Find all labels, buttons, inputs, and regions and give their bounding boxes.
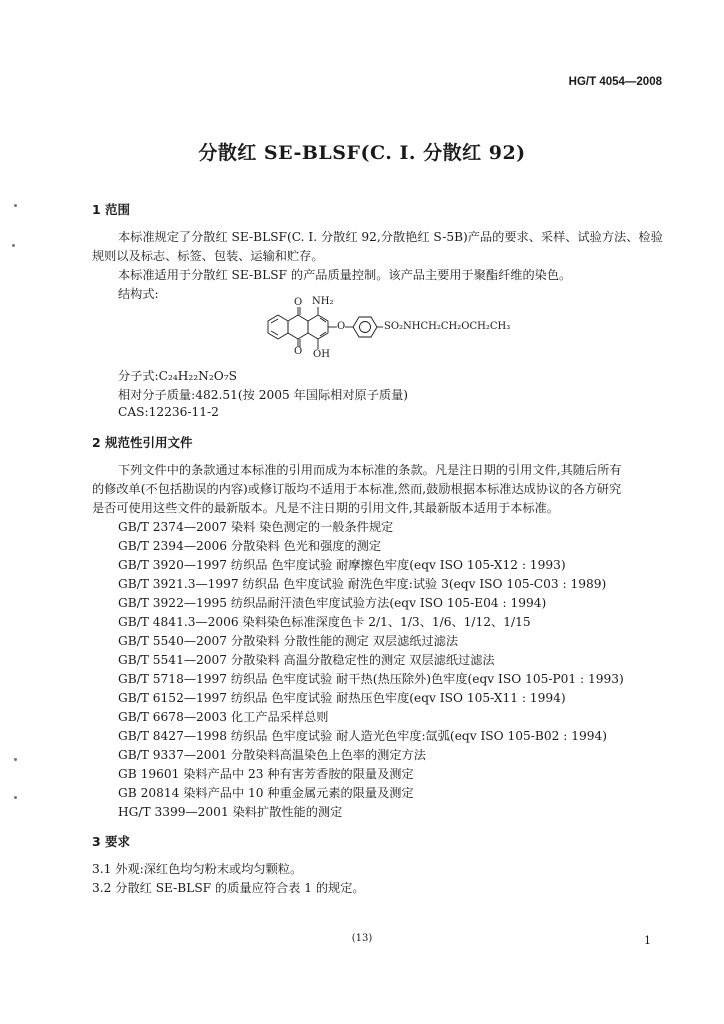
references-intro-line2: 的修改单(不包括勘误的内容)或修订版均不适用于本标准,然而,鼓励根据本标准达成协议的各方研究 [92,482,622,496]
cas-number: CAS:12236-11-2 [118,405,219,419]
scan-speck [12,244,15,247]
reference-item: GB/T 3921.3—1997 纺织品 色牢度试验 耐洗色牢度:试验 3(eqv ISO 105-C03 : 1989) [118,577,607,591]
reference-item: GB/T 8427—1998 纺织品 色牢度试验 耐人造光色牢度:氙弧(eqv ISO 105-B02 : 1994) [118,729,607,743]
reference-item: GB/T 3922—1995 纺织品耐汗渍色牢度试验方法(eqv ISO 105-E04 : 1994) [118,596,547,610]
reference-item: GB/T 5541—2007 分散染料 高温分散稳定性的测定 双层滤纸过滤法 [118,653,495,667]
reference-item: GB/T 4841.3—2006 染料染色标准深度色卡 2/1、1/3、1/6、1/12、1/15 [118,615,531,629]
reference-item: GB/T 2374—2007 染料 染色测定的一般条件规定 [118,520,394,534]
standard-code: HG/T 4054—2008 [568,76,662,88]
amino-group: NH₂ [312,296,334,307]
reference-item: GB/T 5718—1997 纺织品 色牢度试验 耐干热(热压除外)色牢度(eqv ISO 105-P01 : 1993) [118,672,624,686]
section-heading-scope: 1 范围 [92,202,131,217]
scan-speck [14,758,17,761]
page-title: 分散红 SE-BLSF(C. I. 分散红 92) [198,142,526,164]
scope-paragraph-line2: 规则以及标志、标签、包装、运输和贮存。 [92,249,324,263]
molecular-mass: 相对分子质量:482.51(按 2005 年国际相对原子质量) [118,388,409,402]
reference-item: GB/T 3920—1997 纺织品 色牢度试验 耐摩擦色牢度(eqv ISO 105-X12 : 1993) [118,558,566,572]
references-intro-line3: 是否可使用这些文件的最新版本。凡是不注日期的引用文件,其最新版本适用于本标准。 [92,501,559,515]
reference-item: GB 19601 染料产品中 23 种有害芳香胺的限量及测定 [118,767,414,781]
reference-item: HG/T 3399—2001 染料扩散性能的测定 [118,805,343,819]
scan-speck [14,796,17,799]
references-intro-line1: 下列文件中的条款通过本标准的引用而成为本标准的条款。凡是注日期的引用文件,其随后所有 [118,463,622,477]
requirement-appearance: 3.1 外观:深红色均匀粉末或均匀颗粒。 [92,862,303,876]
carbonyl-oxygen-bottom: O [294,346,303,357]
scope-paragraph-line1: 本标准规定了分散红 SE-BLSF(C. I. 分散红 92,分散艳红 S-5B)产品的要求、采样、试验方法、检验 [118,230,663,244]
page-number: 1 [644,934,651,947]
reference-item: GB 20814 染料产品中 10 种重金属元素的限量及测定 [118,786,414,800]
reference-item: GB/T 2394—2006 分散染料 色光和强度的测定 [118,539,382,553]
sulfonamide-substituent: SO₂NHCH₂CH₂OCH₂CH₃ [384,321,511,332]
molecular-formula: 分子式:C₂₄H₂₂N₂O₇S [118,369,237,383]
structure-label: 结构式: [118,287,159,301]
scan-speck [14,204,17,207]
ether-oxygen: O [337,321,346,332]
carbonyl-oxygen-top: O [294,297,303,308]
reference-item: GB/T 6152—1997 纺织品 色牢度试验 耐热压色牢度(eqv ISO 105-X11 : 1994) [118,691,566,705]
reference-item: GB/T 9337—2001 分散染料高温染色上色率的测定方法 [118,748,426,762]
hydroxy-group: OH [313,349,330,360]
scope-paragraph-application: 本标准适用于分散红 SE-BLSF 的产品质量控制。该产品主要用于聚酯纤维的染色。 [118,268,572,282]
footer-page-code: (13) [351,933,373,944]
reference-item: GB/T 6678—2003 化工产品采样总则 [118,710,329,724]
section-heading-requirements: 3 要求 [92,834,131,849]
requirement-quality: 3.2 分散红 SE-BLSF 的质量应符合表 1 的规定。 [92,881,365,895]
section-heading-references: 2 规范性引用文件 [92,435,193,450]
reference-item: GB/T 5540—2007 分散染料 分散性能的测定 双层滤纸过滤法 [118,634,459,648]
